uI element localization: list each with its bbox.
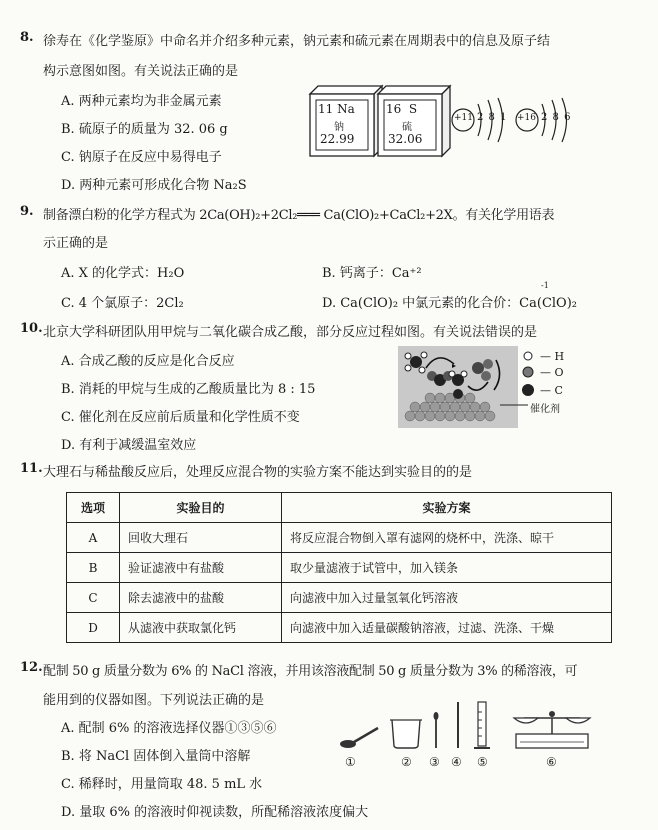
instrument-label-4: ④ bbox=[451, 755, 462, 769]
beaker-icon bbox=[390, 720, 422, 748]
q8-number: 8. bbox=[20, 30, 34, 45]
balance-scale-icon bbox=[514, 711, 590, 748]
na-mass: 22.99 bbox=[320, 132, 355, 146]
instrument-label-2: ② bbox=[401, 755, 412, 769]
s-name: 硫 bbox=[402, 122, 412, 133]
na-shells: 2 8 1 bbox=[477, 112, 507, 123]
q8-option-d: D. 两种元素可形成化合物 Na₂S bbox=[61, 178, 247, 193]
instrument-label-3: ③ bbox=[429, 755, 440, 769]
q10-option-b: B. 消耗的甲烷与生成的乙酸质量比为 8 : 15 bbox=[61, 382, 316, 397]
q10-stem-line1: 北京大学科研团队用甲烷与二氧化碳合成乙酸，部分反应过程如图。有关说法错误的是 bbox=[43, 325, 538, 340]
legend-c: C bbox=[554, 384, 563, 397]
header-plan: 实验方案 bbox=[282, 493, 612, 523]
q9-stem-line2: 示正确的是 bbox=[43, 236, 109, 251]
q8-option-a: A. 两种元素均为非金属元素 bbox=[61, 94, 222, 109]
q9-valence-mark: -1 bbox=[541, 281, 549, 290]
s-symbol: S bbox=[408, 102, 418, 116]
table-row bbox=[67, 613, 612, 643]
row-b-purpose: 验证滤液中有盐酸 bbox=[120, 553, 282, 583]
row-b-option: B bbox=[67, 553, 120, 583]
row-a-plan: 将反应混合物倒入罩有滤网的烧杯中，洗涤、晾干 bbox=[282, 523, 612, 553]
na-name: 钠 bbox=[334, 122, 344, 133]
q12-option-b: B. 将 NaCl 固体倒入量筒中溶解 bbox=[61, 749, 251, 764]
q12-stem-line1: 配制 50 g 质量分数为 6% 的 NaCl 溶液，并用该溶液配制 50 g 质量分数为 3% 的稀溶液，可 bbox=[43, 664, 578, 679]
q11-number: 11. bbox=[20, 461, 43, 476]
dropper-icon bbox=[434, 712, 439, 748]
row-d-option: D bbox=[67, 613, 120, 643]
q8-stem-line2: 构示意图如图。有关说法正确的是 bbox=[43, 64, 239, 79]
q12-number: 12. bbox=[20, 660, 43, 675]
q8-option-b: B. 硫原子的质量为 32. 06 g bbox=[61, 122, 228, 137]
instrument-label-6: ⑥ bbox=[546, 755, 557, 769]
experiment-table bbox=[66, 492, 612, 643]
q9-number: 9. bbox=[20, 204, 34, 219]
table-row bbox=[67, 553, 612, 583]
table-header-row bbox=[67, 493, 612, 523]
q12-option-d: D. 量取 6% 的溶液时仰视读数，所配稀溶液浓度偏大 bbox=[61, 805, 369, 820]
q9-option-a: A. X 的化学式：H₂O bbox=[61, 266, 185, 281]
legend-catalyst: 催化剂 bbox=[530, 404, 560, 415]
legend-o: O bbox=[554, 366, 564, 379]
row-c-plan: 向滤液中加入过量氢氧化钙溶液 bbox=[282, 583, 612, 613]
row-a-option: A bbox=[67, 523, 120, 553]
q10-option-d: D. 有利于减缓温室效应 bbox=[61, 438, 197, 453]
q9-option-b: B. 钙离子：Ca⁺² bbox=[322, 266, 422, 281]
graduated-cylinder-icon bbox=[474, 702, 490, 748]
q9-stem-line1: 制备漂白粉的化学方程式为 2Ca(OH)₂+2Cl₂═══ Ca(ClO)₂+CaCl₂+2X。有关化学用语表 bbox=[43, 208, 555, 223]
header-option: 选项 bbox=[67, 493, 120, 523]
q9-option-c: C. 4 个氯原子：2Cl₂ bbox=[61, 296, 184, 311]
row-a-purpose: 回收大理石 bbox=[120, 523, 282, 553]
row-b-plan: 取少量滤液于试管中，加入镁条 bbox=[282, 553, 612, 583]
q8-option-c: C. 钠原子在反应中易得电子 bbox=[61, 150, 222, 165]
row-c-purpose: 除去滤液中的盐酸 bbox=[120, 583, 282, 613]
q12-option-c: C. 稀释时，用量筒取 48. 5 mL 水 bbox=[61, 777, 263, 792]
instrument-label-5: ⑤ bbox=[477, 755, 488, 769]
na-nucleus: +11 bbox=[454, 113, 473, 123]
s-mass: 32.06 bbox=[388, 132, 423, 146]
q11-stem-line1: 大理石与稀盐酸反应后，处理反应混合物的实验方案不能达到实验目的的是 bbox=[43, 465, 473, 480]
q10-option-a: A. 合成乙酸的反应是化合反应 bbox=[61, 354, 235, 369]
spoon-icon bbox=[340, 728, 378, 748]
na-atomic-number: 11 bbox=[318, 102, 334, 116]
s-shells: 2 8 6 bbox=[541, 112, 571, 123]
na-symbol: Na bbox=[337, 102, 355, 116]
table-row bbox=[67, 523, 612, 553]
legend-h: H bbox=[554, 350, 565, 363]
q10-number: 10. bbox=[20, 321, 43, 336]
instrument-label-1: ① bbox=[345, 755, 356, 769]
s-nucleus: +16 bbox=[517, 113, 536, 123]
row-d-purpose: 从滤液中获取氯化钙 bbox=[120, 613, 282, 643]
q9-option-d: D. Ca(ClO)₂ 中氯元素的化合价：Ca(ClO)₂ bbox=[322, 296, 577, 311]
q12-stem-line2: 能用到的仪器如图。下列说法正确的是 bbox=[43, 693, 265, 708]
q12-option-a: A. 配制 6% 的溶液选择仪器①③⑤⑥ bbox=[61, 721, 277, 736]
header-purpose: 实验目的 bbox=[120, 493, 282, 523]
row-d-plan: 向滤液中加入适量碳酸钠溶液，过滤、洗涤、干燥 bbox=[282, 613, 612, 643]
s-atomic-number: 16 bbox=[386, 102, 402, 116]
q8-stem-line1: 徐寿在《化学鉴原》中命名并介绍多种元素，钠元素和硫元素在周期表中的信息及原子结 bbox=[43, 34, 551, 49]
table-row bbox=[67, 583, 612, 613]
q10-option-c: C. 催化剂在反应前后质量和化学性质不变 bbox=[61, 410, 300, 425]
row-c-option: C bbox=[67, 583, 120, 613]
